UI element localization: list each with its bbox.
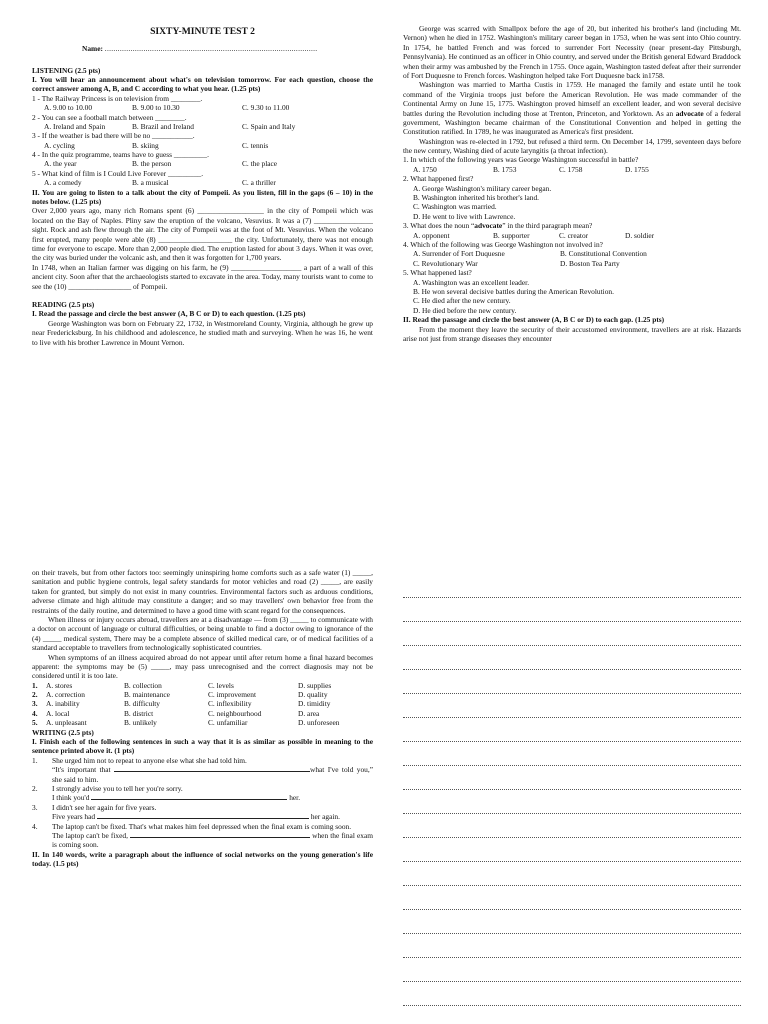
- option-c[interactable]: C. He died after the new century.: [413, 296, 511, 306]
- option-b[interactable]: B. Washington inherited his brother's land.: [413, 193, 540, 203]
- option-c[interactable]: C. a thriller: [242, 178, 276, 188]
- answer-line[interactable]: [403, 790, 741, 814]
- option-c[interactable]: C. 1758: [559, 164, 583, 174]
- answer-line[interactable]: [403, 742, 741, 766]
- listening-question-4: 4 - In the quiz programme, teams have to guess _________. A. the year B. the person C. the place: [32, 150, 373, 169]
- option-d[interactable]: D. 1755: [625, 164, 649, 174]
- answer-line[interactable]: [403, 814, 741, 838]
- answer-line[interactable]: [403, 574, 741, 598]
- listening-question-5: 5 - What kind of film is I Could Live Forever _________. A. a comedy B. a musical C. a thriller: [32, 169, 373, 188]
- washington-paragraph-2: George was scarred with Smallpox before the age of 20, but inherited his brother's land (including Mt. Vernon) when he died in 1752. Washington's military career began in 1753, when he was sent into Ohio country. In 1754, he battled French and was forced to surrender Fort Necessity (near present-day Pittsburgh, Pennsylvania). He continued as an officer in Ohio country, and served under the British general Edward Braddock when their army was ambushed by the French in 1755. Once again, Washington tasted defeat after their surrender of Fort Duquesne to French forces. Washington helped take Fort Duquesne back in1758.: [403, 24, 741, 80]
- gap-options-row: 1. A. stores B. collection C. levels D. supplies: [32, 680, 332, 690]
- option-d[interactable]: D. soldier: [625, 230, 655, 240]
- washington-paragraph-4: Washington was re-elected in 1792, but refused a third term. On December 14, 1799, seventeen days before the new century, Washing died of acute laryngitis (a throat infection).: [403, 136, 741, 156]
- answer-line[interactable]: [403, 670, 741, 694]
- gap-options-row: 2. A. correction B. maintenance C. improvement D. quality: [32, 690, 328, 700]
- option-b[interactable]: B. He won several decisive battles during the American Revolution.: [413, 286, 614, 296]
- travel-passage-paragraph-1: on their travels, but from other factors too: seemingly uninspiring home comforts such as a safe water (1) _____, sanitation and public hygiene controls, legal safety standards for motor vehicles and road (2) _____, are easily taken for granted, but simply do not exist in many countries. Environmental factors such as arduous conditions, adverse climate and high altitude may constitute a danger; and so may travellers' own behavior free from the restraints of the daily routine, and determined to have a good time with scant regard for the consequences.: [32, 568, 373, 615]
- pompeii-notes-1: Over 2,000 years ago, many rich Romans spent (6) __________________ in the city of Pompeii which was located on the Bay of Naples. Pliny saw the eruption of the volcano, Vesuvius. It was a (7) ________________ sight. Rock and ash flew through the air. The city of Pompeii was at the foot of Mt. Vesuvius. When the volcano first erupted, many people were able (8) ____________________ the city. Unfortunately, there was not enough time for everyone to escape. More than 2,000 people died. The eruption lasted for about 3 days. When it was over, the city was buried under the volcanic ash, and then it was forgotten for 1,700 years.: [32, 206, 373, 263]
- reading-heading: READING (2.5 pts): [32, 299, 95, 309]
- column-top-left: [32, 0, 373, 512]
- option-d[interactable]: D. He died before the new century.: [413, 305, 517, 315]
- washington-paragraph-1: George Washington was born on February 22, 1732, in Westmoreland County, Virginia, although he grew up near Fredericksburg. In his childhood and adolescence, he studied math and surveying. When he was 16, he went to live with his brother Lawrence in Mount Vernon.: [32, 318, 373, 347]
- answer-blank[interactable]: [97, 812, 309, 819]
- writing-part2-instruction: II. In 140 words, write a paragraph about the influence of social networks on the young generation's life today. (1.5 pts): [32, 849, 373, 869]
- writing-heading: WRITING (2.5 pts): [32, 727, 94, 737]
- answer-blank[interactable]: [91, 793, 287, 800]
- option-a[interactable]: A. a comedy: [44, 178, 82, 188]
- option-a[interactable]: A. Washington was an excellent leader.: [413, 277, 530, 287]
- answer-line[interactable]: [403, 838, 741, 862]
- gap-options-row: 3. A. inability B. difficulty C. inflexibility D. timidity: [32, 699, 331, 709]
- reading-question-1: 1. In which of the following years was George Washington successful in battle? A. 1750 B. 1753 C. 1758 D. 1755: [403, 155, 649, 174]
- option-a[interactable]: A. opponent: [413, 230, 450, 240]
- option-b[interactable]: B. skiing: [132, 140, 159, 150]
- gap-options-row: 4. A. local B. district C. neighbourhood D. area: [32, 708, 320, 718]
- answer-line[interactable]: [403, 718, 741, 742]
- answer-line[interactable]: [403, 958, 741, 982]
- travel-passage-intro: From the moment they leave the security of their accustomed environment, travellers are at risk. Hazards arise not just from strange diseases they encounter: [403, 324, 741, 343]
- writing-item-1: 1. She urged him not to repeat to anyone else what she had told him. “It's important that what I've told you,” she said to him.: [32, 755, 373, 784]
- answer-line[interactable]: [403, 862, 741, 886]
- option-a[interactable]: A. Ireland and Spain: [44, 121, 106, 131]
- listening-question-2: 2 - You can see a football match between ________. A. Ireland and Spain B. Brazil and Ireland C. Spain and Italy: [32, 113, 373, 132]
- answer-line[interactable]: [403, 982, 741, 1006]
- option-b[interactable]: B. a musical: [132, 178, 169, 188]
- listening-heading: LISTENING (2.5 pts): [32, 65, 101, 75]
- name-field[interactable]: [82, 44, 373, 53]
- option-c[interactable]: C. the place: [242, 159, 278, 169]
- gap-options-table: [32, 681, 339, 728]
- reading-question-3: 3. What does the noun “advocate” in the third paragraph mean? A. opponent B. supporter C. creator D. soldier: [403, 221, 655, 240]
- answer-line[interactable]: [403, 910, 741, 934]
- option-a[interactable]: A. Surrender of Fort Duquesne: [413, 249, 505, 259]
- pompeii-notes-2: In 1748, when an Italian farmer was digging on his farm, he (9) ___________________ a part of a wall of this ancient city. Soon after that the archaeologists started to excavate in the area. Today, many tourists want to come to see the (10) _________________ of Pompeii.: [32, 262, 373, 291]
- reading-part2-instruction: II. Read the passage and circle the best answer (A, B C or D) to each gap. (1.25 pts): [403, 315, 665, 325]
- option-c[interactable]: C. tennis: [242, 140, 269, 150]
- reading-question-4: 4. Which of the following was George Washington not involved in? A. Surrender of Fort Duquesne B. Constitutional Convention C. Revolutionary War D. Boston Tea Party: [403, 239, 647, 268]
- option-b[interactable]: B. supporter: [493, 230, 530, 240]
- option-b[interactable]: B. 1753: [493, 164, 517, 174]
- answer-blank[interactable]: [114, 765, 310, 772]
- test-title: SIXTY-MINUTE TEST 2: [150, 26, 255, 37]
- reading-question-5: 5. What happened last? A. Washington was an excellent leader. B. He won several decisive battles during the American Revolution. C. He died after the new century. D. He died before the new century.: [403, 268, 741, 315]
- option-c[interactable]: C. creator: [559, 230, 589, 240]
- option-b[interactable]: B. Brazil and Ireland: [132, 121, 194, 131]
- name-label: Name:: [82, 44, 103, 54]
- option-b[interactable]: B. the person: [132, 159, 172, 169]
- writing-item-2: 2. I strongly advise you to tell her you're sorry. I think you'd her.: [32, 783, 301, 803]
- option-b[interactable]: B. 9.00 to 10.30: [132, 103, 180, 113]
- listening-question-3: 3 - If the weather is bad there will be no ___________. A. cycling B. skiing C. tennis: [32, 131, 373, 150]
- option-a[interactable]: A. 9.00 to 10.00: [44, 103, 93, 113]
- writing-part1-instruction: I. Finish each of the following sentences in such a way that it is as similar as possible in meaning to the sentence printed above it. (1 pts): [32, 737, 373, 756]
- answer-line[interactable]: [403, 646, 741, 670]
- option-c[interactable]: C. Revolutionary War: [413, 258, 478, 268]
- reading-part1-instruction: I. Read the passage and circle the best answer (A, B C or D) to each question. (1.25 pts): [32, 309, 306, 319]
- option-d[interactable]: D. He went to live with Lawrence.: [413, 211, 516, 221]
- option-d[interactable]: D. Boston Tea Party: [560, 258, 620, 268]
- travel-passage-paragraph-3: When symptoms of an illness acquired abroad do not appear until after return home a final hazard becomes apparent: the symptoms may be (5) _____, may pass unrecognised and the correct diagnosis may not be considered until it is too late.: [32, 652, 373, 681]
- option-a[interactable]: A. 1750: [413, 164, 437, 174]
- answer-blank[interactable]: [130, 831, 310, 838]
- answer-line[interactable]: [403, 622, 741, 646]
- listening-question-1: 1 - The Railway Princess is on television from ________. A. 9.00 to 10.00 B. 9.00 to 10.30 C. 9.30 to 11.00: [32, 94, 373, 113]
- option-a[interactable]: A. the year: [44, 159, 77, 169]
- washington-paragraph-3: Washington was married to Martha Custis in 1759. He managed the family and estate until he took command of the Virginia troops just before the American Revolution. He was made commander of the Continental Army on June 15, 1775. Washington proved himself an excellent leader, and won several decisive battles during the Revolution including those at Trenton, Princeton, and Yorktown. As an advocate of a federal government, Washington became chairman of the Constitutional Convention and helped in getting the Constitution ratified. In 1789, he was inaugurated as America's first president.: [403, 80, 741, 137]
- page-bottom: [0, 512, 768, 1024]
- answer-line[interactable]: [403, 598, 741, 622]
- answer-line[interactable]: [403, 886, 741, 910]
- option-b[interactable]: B. Constitutional Convention: [560, 249, 647, 259]
- gap-options-row: 5. A. unpleasant B. unlikely C. unfamiliar D. unforeseen: [32, 718, 340, 728]
- answer-line[interactable]: [403, 694, 741, 718]
- listening-part1-instruction: I. You will hear an announcement about what's on television tomorrow. For each question, choose the correct answer among A, B, and C according to what you hear. (1.25 pts): [32, 74, 373, 94]
- column-bottom-left: [32, 512, 373, 1024]
- option-a[interactable]: A. cycling: [44, 140, 75, 150]
- writing-item-4: 4. The laptop can't be fixed. That's what makes him feel depressed when the final exam is coming soon. The laptop can't be fixed, when the final exam is coming soon.: [32, 821, 373, 850]
- paragraph-answer-lines[interactable]: [403, 512, 741, 1024]
- name-dots: ...................................................................................................: [104, 44, 318, 54]
- travel-passage-paragraph-2: When illness or injury occurs abroad, travellers are at a disadvantage — from (3) _____ to communicate with a doctor on account of language or cultural difficulties, or being unable to find a doctor owing to ignorance of the (4) _____ medical system, There may be a complete absence of skilled medical care, or of medical facilities of a standard acceptable to travellers from technologically sophisticated countries.: [32, 614, 373, 653]
- writing-item-3: 3. I didn't see her again for five years. Five years had her again.: [32, 802, 340, 822]
- answer-line[interactable]: [403, 934, 741, 958]
- option-a[interactable]: A. George Washington's military career began.: [413, 183, 552, 193]
- column-top-right: [403, 0, 741, 512]
- highlighted-word: advocate: [675, 108, 704, 118]
- option-c[interactable]: C. 9.30 to 11.00: [242, 103, 290, 113]
- option-c[interactable]: C. Washington was married.: [413, 202, 497, 212]
- reading-question-2: 2. What happened first? A. George Washington's military career began. B. Washington inherited his brother's land. C. Washington was married. D. He went to live with Lawrence.: [403, 174, 741, 221]
- answer-line[interactable]: [403, 766, 741, 790]
- option-c[interactable]: C. Spain and Italy: [242, 121, 296, 131]
- listening-part2-instruction: II. You are going to listen to a talk about the city of Pompeii. As you listen, fill in the gaps (6 – 10) in the notes below. (1.25 pts): [32, 187, 373, 207]
